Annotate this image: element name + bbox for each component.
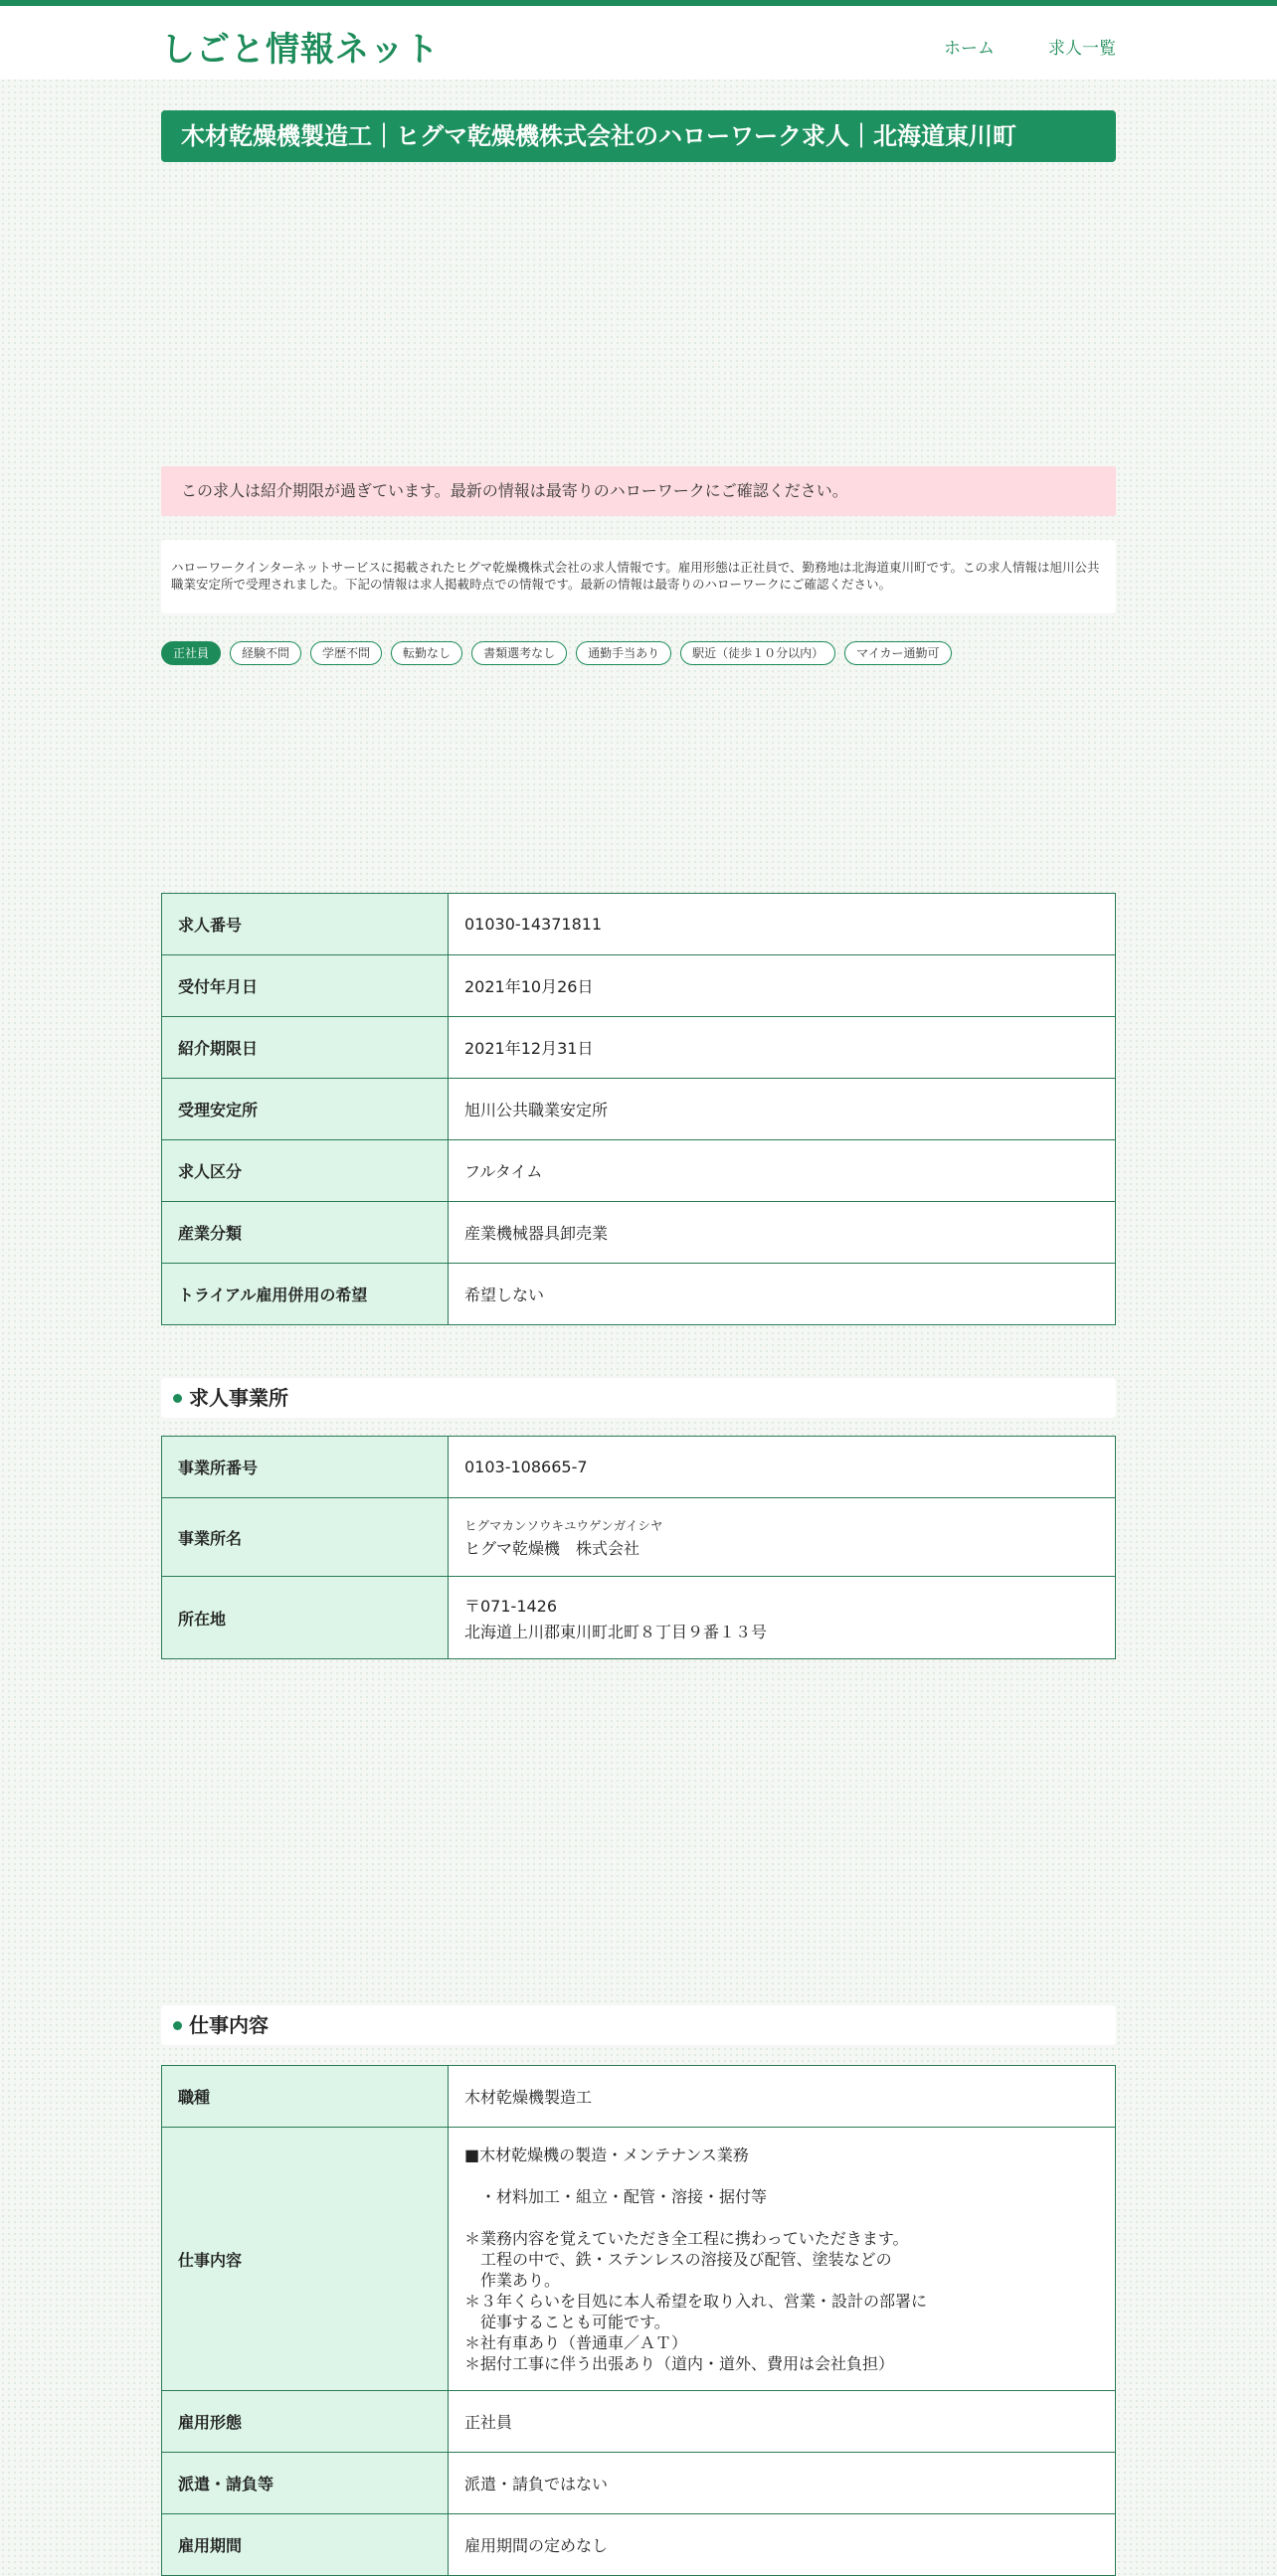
table-row bbox=[162, 2066, 1116, 2128]
table-row bbox=[162, 1140, 1116, 1202]
row-value: 雇用期間の定めなし bbox=[449, 2514, 1116, 2576]
table-row bbox=[162, 955, 1116, 1017]
tag-badge: 経験不問 bbox=[230, 641, 301, 665]
row-label: 受付年月日 bbox=[162, 955, 449, 1017]
table-row bbox=[162, 2128, 1116, 2391]
row-label: 派遣・請負等 bbox=[162, 2453, 449, 2514]
job-section bbox=[161, 2065, 1116, 2576]
row-label: 紹介期限日 bbox=[162, 1017, 449, 1079]
main-nav bbox=[944, 34, 1116, 59]
tag-badge: 通勤手当あり bbox=[576, 641, 671, 665]
row-value: 2021年12月31日 bbox=[449, 1017, 1116, 1079]
row-value: 0103-108665-7 bbox=[449, 1437, 1116, 1498]
row-label: 事業所名 bbox=[162, 1498, 449, 1577]
row-label: 求人区分 bbox=[162, 1140, 449, 1202]
tag-badge: 駅近（徒歩１０分以内） bbox=[680, 641, 835, 665]
nav-job-list-link[interactable]: 求人一覧 bbox=[1048, 39, 1116, 59]
job-content-text: ■木材乾燥機の製造・メンテナンス業務 ・材料加工・組立・配管・溶接・据付等 ＊業務内容を覚えていただき全工程に携わっていただきます。 工程の中で、鉄・ステンレスの溶接及び配管、塗装などの 作業あり。 ＊３年くらいを目処に本人希望を取り入れ、営業・設計の部署に 従事することも可能です。 ＊社有車あり（普通車／ＡＴ） ＊据付工事に伴う出張あり（道内・道外、費用は会社負担） bbox=[449, 2128, 1116, 2391]
tag-badge: 学歴不問 bbox=[310, 641, 382, 665]
row-label: 雇用形態 bbox=[162, 2391, 449, 2453]
row-value: 01030-14371811 bbox=[449, 894, 1116, 955]
row-value: 正社員 bbox=[449, 2391, 1116, 2453]
table-row bbox=[162, 1079, 1116, 1140]
postal-code: 〒071-1426 bbox=[464, 1596, 558, 1616]
employer-section bbox=[161, 1436, 1116, 1659]
company-name-cell bbox=[449, 1498, 1116, 1577]
tag-badge: 転勤なし bbox=[391, 641, 462, 665]
address-cell bbox=[449, 1577, 1116, 1659]
nav-home-link[interactable]: ホーム bbox=[944, 39, 995, 59]
table-row bbox=[162, 2453, 1116, 2514]
table-row bbox=[162, 894, 1116, 955]
job-table bbox=[161, 2065, 1116, 2576]
row-label: 求人番号 bbox=[162, 894, 449, 955]
row-value: 木材乾燥機製造工 bbox=[449, 2066, 1116, 2128]
tag-badge: 正社員 bbox=[161, 641, 221, 665]
row-label: 仕事内容 bbox=[162, 2128, 449, 2391]
site-logo[interactable]: しごと情報ネット bbox=[161, 30, 440, 70]
table-row bbox=[162, 2514, 1116, 2576]
page-title: 木材乾燥機製造工｜ヒグマ乾燥機株式会社のハローワーク求人｜北海道東川町 bbox=[161, 110, 1116, 162]
expired-notice: この求人は紹介期限が過ぎています。最新の情報は最寄りのハローワークにご確認ください。 bbox=[161, 466, 1116, 516]
row-label: 受理安定所 bbox=[162, 1079, 449, 1140]
row-value: フルタイム bbox=[449, 1140, 1116, 1202]
row-value: 派遣・請負ではない bbox=[449, 2453, 1116, 2514]
row-value: 旭川公共職業安定所 bbox=[449, 1079, 1116, 1140]
row-label: 事業所番号 bbox=[162, 1437, 449, 1498]
job-section-heading: 仕事内容 bbox=[161, 2005, 1116, 2045]
address: 北海道上川郡東川町北町８丁目９番１３号 bbox=[464, 1622, 768, 1641]
table-row bbox=[162, 2391, 1116, 2453]
table-row bbox=[162, 1437, 1116, 1498]
table-row bbox=[162, 1264, 1116, 1325]
job-description-summary: ハローワークインターネットサービスに掲載されたヒグマ乾燥機株式会社の求人情報です。雇用形態は正社員で、勤務地は北海道東川町です。この求人情報は旭川公共職業安定所で受理されました。下記の情報は求人掲載時点での情報です。最新の情報は最寄りのハローワークにご確認ください。 bbox=[161, 540, 1116, 613]
basic-info-section bbox=[161, 893, 1116, 1325]
tag-badge: マイカー通勤可 bbox=[844, 641, 951, 665]
table-row bbox=[162, 1498, 1116, 1577]
row-value: 産業機械器具卸売業 bbox=[449, 1202, 1116, 1264]
site-header bbox=[0, 6, 1277, 80]
table-row bbox=[162, 1017, 1116, 1079]
table-row bbox=[162, 1202, 1116, 1264]
row-label: 産業分類 bbox=[162, 1202, 449, 1264]
row-label: 所在地 bbox=[162, 1577, 449, 1659]
employer-section-heading: 求人事業所 bbox=[161, 1378, 1116, 1418]
row-value: 希望しない bbox=[449, 1264, 1116, 1325]
row-value: 2021年10月26日 bbox=[449, 955, 1116, 1017]
company-name-kana: ヒグマカンソウキユウゲンガイシヤ bbox=[464, 1517, 663, 1533]
basic-info-table bbox=[161, 893, 1116, 1325]
row-label: トライアル雇用併用の希望 bbox=[162, 1264, 449, 1325]
tag-badge: 書類選考なし bbox=[471, 641, 567, 665]
feature-tags bbox=[161, 641, 1116, 665]
employer-table bbox=[161, 1436, 1116, 1659]
table-row bbox=[162, 1577, 1116, 1659]
row-label: 雇用期間 bbox=[162, 2514, 449, 2576]
company-name: ヒグマ乾燥機 株式会社 bbox=[464, 1538, 640, 1558]
row-label: 職種 bbox=[162, 2066, 449, 2128]
